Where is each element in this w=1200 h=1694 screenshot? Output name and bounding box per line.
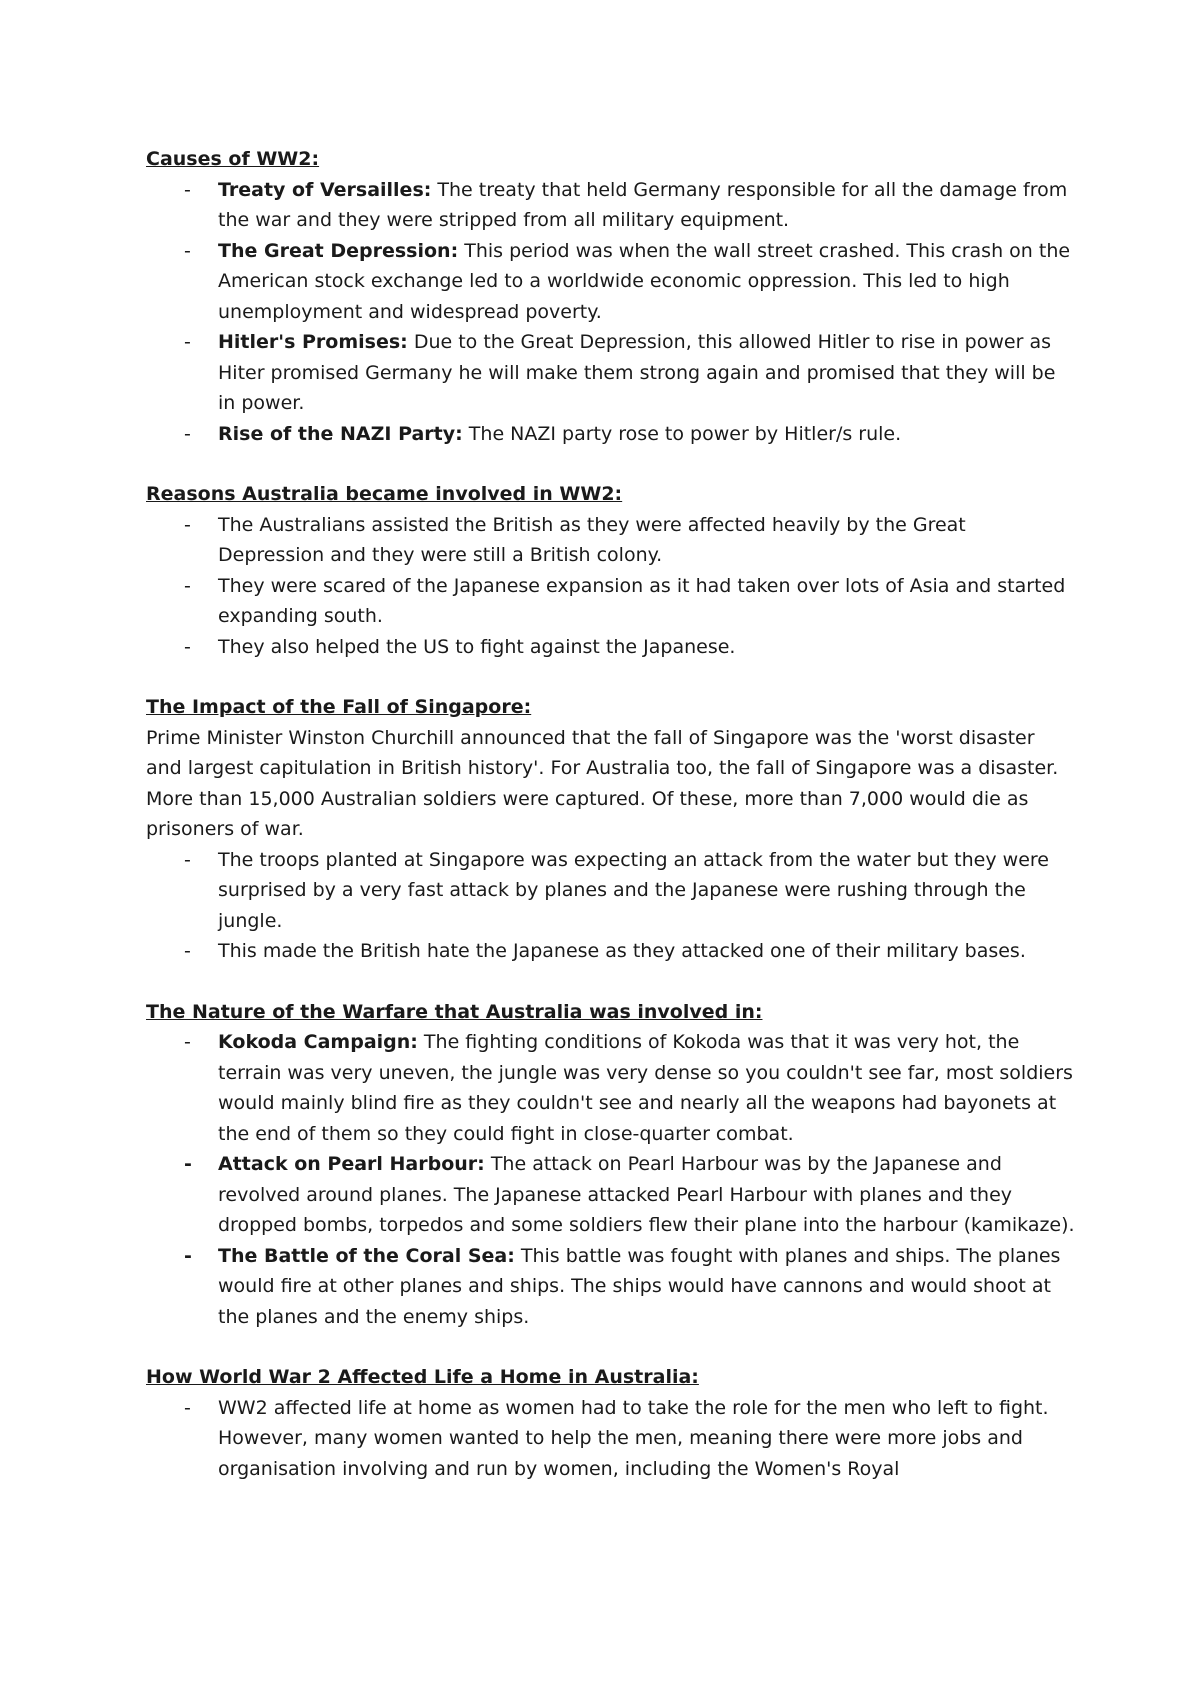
item-term: The Great Depression: xyxy=(218,239,459,262)
item-term: The Battle of the Coral Sea: xyxy=(218,1244,515,1267)
item-text: The treaty that held Germany responsible for all the damage from the war and they were stripped from all military equipment. xyxy=(218,178,1068,231)
list-item xyxy=(146,175,1076,236)
item-text: The attack on Pearl Harbour was by the Japanese and revolved around planes. The Japanese attacked Pearl Harbour with planes and they dropped bombs, torpedos and some soldiers flew their plane into the harbour (kamikaze). xyxy=(218,1153,1075,1236)
section-singapore xyxy=(146,692,1076,967)
item-text: This period was when the wall street crashed. This crash on the American stock exchange led to a worldwide economic oppression. This led to high unemployment and widespread poverty. xyxy=(218,239,1071,323)
section-heading: Reasons Australia became involved in WW2: xyxy=(146,483,623,505)
document-page xyxy=(146,144,1076,1514)
item-term: Rise of the NAZI Party: xyxy=(218,422,463,445)
list-item xyxy=(146,327,1076,419)
item-text: The NAZI party rose to power by Hitler/s rule. xyxy=(462,422,902,445)
section-paragraph: Prime Minister Winston Churchill announced that the fall of Singapore was the 'worst disaster and largest capitulation in British history'. For Australia too, the fall of Singapore was a disaster. More than 15,000 Australian soldiers were captured. Of these, more than 7,000 would die as prisoners of war. xyxy=(146,726,1059,840)
item-text: This battle was fought with planes and ships. The planes would fire at other planes and ships. The ships would have cannons and would shoot at the planes and the enemy ships. xyxy=(218,1244,1061,1328)
list-item: - The troops planted at Singapore was expecting an attack from the water but they were surprised by a very fast attack by planes and the Japanese were rushing through the jungle. xyxy=(146,845,1076,937)
item-text: Due to the Great Depression, this allowed Hitler to rise in power as Hiter promised Germany he will make them strong again and promised that they will be in power. xyxy=(218,331,1056,414)
list-item xyxy=(146,1241,1076,1333)
item-term: Kokoda Campaign: xyxy=(218,1031,418,1053)
list-item: - This made the British hate the Japanese as they attacked one of their military bases. xyxy=(146,936,1076,967)
section-warfare xyxy=(146,997,1076,1333)
list-item: - They also helped the US to fight against the Japanese. xyxy=(146,632,1076,663)
item-term: Treaty of Versailles: xyxy=(218,178,432,201)
bullet-list xyxy=(146,1393,1076,1485)
list-item: - They were scared of the Japanese expansion as it had taken over lots of Asia and started expanding south. xyxy=(146,571,1076,632)
item-text: The fighting conditions of Kokoda was that it was very hot, the terrain was very uneven, the jungle was very dense so you couldn't see far, most soldiers would mainly blind fire as they couldn't see and nearly all the weapons had bayonets at the end of them so they could fight in close-quarter combat. xyxy=(218,1031,1073,1145)
list-item: - WW2 affected life at home as women had to take the role for the men who left to fight. However, many women wanted to help the men, meaning there were more jobs and organisation involving and run by women, including the Women's Royal xyxy=(146,1393,1076,1485)
list-item xyxy=(146,1027,1076,1149)
bullet-list xyxy=(146,175,1076,450)
list-item xyxy=(146,236,1076,328)
list-item: - The Australians assisted the British as they were affected heavily by the Great Depression and they were still a British colony. xyxy=(146,510,1076,571)
bullet-list xyxy=(146,510,1076,663)
section-heading: The Nature of the Warfare that Australia was involved in: xyxy=(146,1000,763,1023)
list-item xyxy=(146,419,1076,450)
section-home-life xyxy=(146,1362,1076,1484)
bullet-list xyxy=(146,1027,1076,1332)
section-heading: How World War 2 Affected Life a Home in Australia: xyxy=(146,1366,699,1388)
section-reasons xyxy=(146,479,1076,662)
bullet-list xyxy=(146,845,1076,967)
list-item xyxy=(146,1149,1076,1241)
item-term: Hitler's Promises: xyxy=(218,331,408,353)
section-heading: Causes of WW2: xyxy=(146,148,320,170)
section-causes xyxy=(146,144,1076,449)
item-term: Attack on Pearl Harbour: xyxy=(218,1153,485,1175)
section-heading: The Impact of the Fall of Singapore: xyxy=(146,696,532,718)
